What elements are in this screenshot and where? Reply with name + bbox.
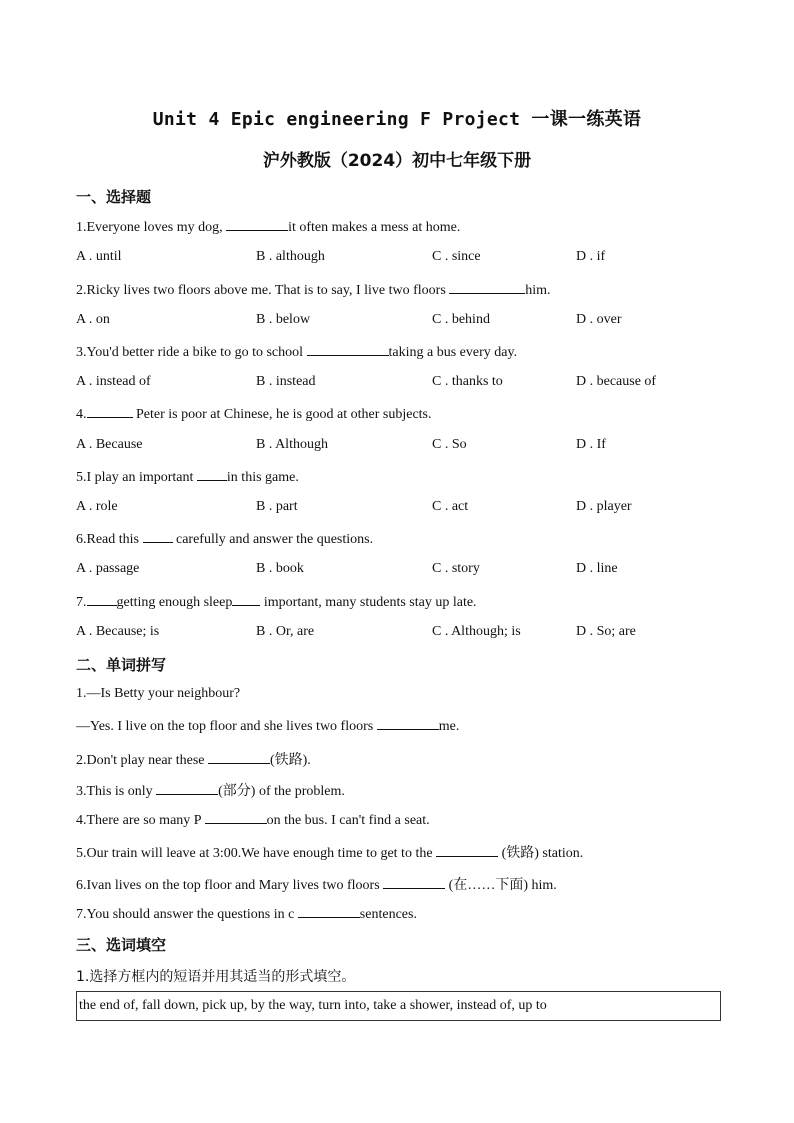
option-c[interactable]: C . since: [432, 249, 481, 264]
option-c[interactable]: C . behind: [432, 312, 490, 327]
option-b[interactable]: B . Although: [256, 437, 328, 452]
spelling-item-4: 4.There are so many P on the bus. I can't find a seat.: [76, 813, 430, 828]
option-a[interactable]: A . on: [76, 312, 110, 327]
option-d[interactable]: D . player: [576, 499, 632, 514]
option-d[interactable]: D . If: [576, 437, 606, 452]
option-a[interactable]: A . until: [76, 249, 122, 264]
option-a[interactable]: A . Because: [76, 437, 143, 452]
instruction-text: 1.选择方框内的短语并用其适当的形式填空。: [76, 969, 356, 985]
answer-blank[interactable]: [156, 782, 218, 795]
option-c[interactable]: C . thanks to: [432, 374, 503, 389]
option-b[interactable]: B . below: [256, 312, 311, 327]
spelling-item-6: 6.Ivan lives on the top floor and Mary lives two floors (在……下面) him.: [76, 878, 557, 893]
option-b[interactable]: B . part: [256, 499, 298, 514]
option-a[interactable]: A . passage: [76, 561, 140, 576]
answer-blank[interactable]: [449, 281, 525, 294]
option-b[interactable]: B . instead: [256, 374, 316, 389]
option-b[interactable]: B . although: [256, 249, 325, 264]
question-3: 3.You'd better ride a bike to go to school taking a bus every day.: [76, 345, 518, 360]
answer-blank[interactable]: [205, 811, 267, 824]
question-1: 1.Everyone loves my dog, it often makes a mess at home.: [76, 220, 461, 235]
answer-blank[interactable]: [436, 844, 498, 857]
option-a[interactable]: A . instead of: [76, 374, 151, 389]
option-c[interactable]: C . Although; is: [432, 624, 521, 639]
answer-blank[interactable]: [377, 717, 439, 730]
question-4: 4. Peter is poor at Chinese, he is good at other subjects.: [76, 407, 432, 422]
spelling-item-7: 7.You should answer the questions in c sentences.: [76, 907, 417, 922]
word-box: the end of, fall down, pick up, by the way, turn into, take a shower, instead of, up to: [76, 991, 721, 1021]
spelling-item-5: 5.Our train will leave at 3:00.We have enough time to get to the (铁路) station.: [76, 846, 584, 861]
option-c[interactable]: C . So: [432, 437, 467, 452]
option-d[interactable]: D . because of: [576, 374, 657, 389]
answer-blank[interactable]: [143, 530, 173, 543]
answer-blank[interactable]: [226, 218, 288, 231]
answer-blank[interactable]: [197, 468, 227, 481]
option-b[interactable]: B . book: [256, 561, 304, 576]
answer-blank[interactable]: [307, 343, 389, 356]
option-d[interactable]: D . So; are: [576, 624, 636, 639]
answer-blank[interactable]: [383, 876, 445, 889]
option-b[interactable]: B . Or, are: [256, 624, 315, 639]
spelling-item-1: 1.—Is Betty your neighbour?: [76, 686, 241, 701]
option-c[interactable]: C . story: [432, 561, 480, 576]
option-a[interactable]: A . Because; is: [76, 624, 160, 639]
document-subtitle: 沪外教版（2024）初中七年级下册: [262, 151, 532, 171]
answer-blank[interactable]: [87, 593, 117, 606]
answer-blank[interactable]: [208, 751, 270, 764]
option-d[interactable]: D . line: [576, 561, 618, 576]
answer-blank[interactable]: [87, 405, 133, 418]
option-d[interactable]: D . if: [576, 249, 606, 264]
answer-blank[interactable]: [298, 905, 360, 918]
document-title: Unit 4 Epic engineering F Project 一课一练英语: [152, 109, 642, 130]
section-heading-word-fill: 三、选词填空: [76, 936, 167, 954]
spelling-item-2: 2.Don't play near these (铁路).: [76, 753, 311, 768]
option-c[interactable]: C . act: [432, 499, 469, 514]
option-a[interactable]: A . role: [76, 499, 118, 514]
section-heading-spelling: 二、单词拼写: [76, 656, 167, 674]
question-2: 2.Ricky lives two floors above me. That is to say, I live two floors him.: [76, 283, 551, 298]
answer-blank[interactable]: [232, 593, 260, 606]
question-7: 7. getting enough sleep important, many students stay up late.: [76, 595, 477, 610]
section-heading-multiple-choice: 一、选择题: [76, 188, 152, 206]
option-d[interactable]: D . over: [576, 312, 622, 327]
question-5: 5.I play an important in this game.: [76, 470, 299, 485]
spelling-item-3: 3.This is only (部分) of the problem.: [76, 784, 345, 799]
spelling-item-1-answer: —Yes. I live on the top floor and she lives two floors me.: [76, 719, 460, 734]
question-6: 6.Read this carefully and answer the questions.: [76, 532, 374, 547]
